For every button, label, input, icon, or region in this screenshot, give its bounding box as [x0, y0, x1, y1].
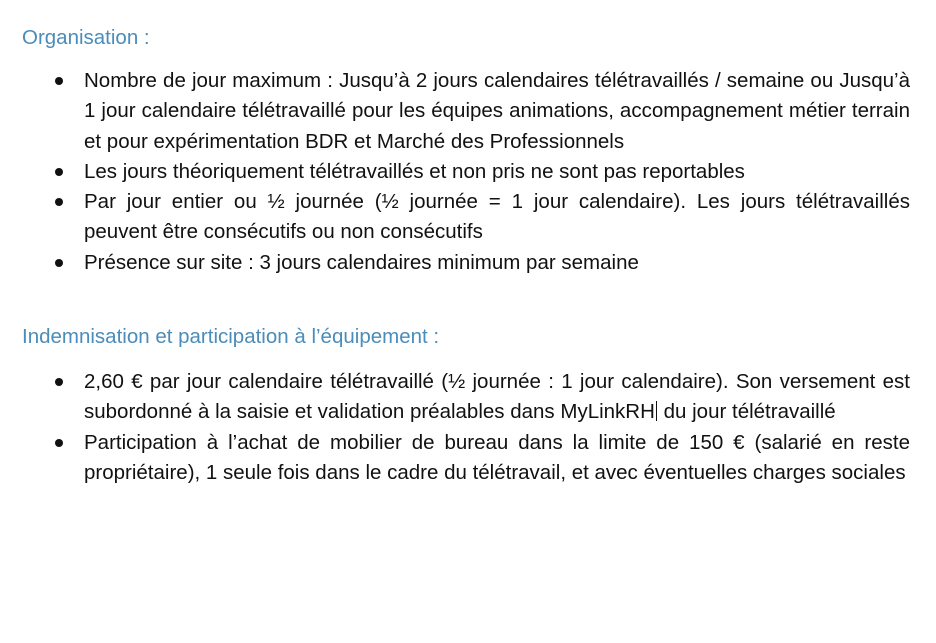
list-item-text: Nombre de jour maximum : Jusqu’à 2 jours calendaires télétravaillés / semaine ou Jusqu’à 1 jour calendaire télétravaillé pour les équipes animations, accompagnement métier terrain et pour expérimentation BDR et Marché des Professionnels	[84, 69, 910, 153]
list-item	[0, 66, 910, 157]
list-item-text-part: 2,60 € par jour calendaire télétravaillé (½ journée : 1 jour calendaire). Son versement est subordonné à la saisie et validation préalables dans MyLinkRH	[84, 370, 910, 424]
organisation-list	[0, 66, 936, 278]
list-item-text-part: du jour télétravaillé	[657, 400, 836, 424]
bullet-icon	[55, 439, 63, 447]
organisation-heading: Organisation :	[22, 26, 150, 49]
text-cursor	[656, 401, 657, 421]
bullet-icon	[55, 378, 63, 386]
bullet-icon	[55, 168, 63, 176]
bullet-icon	[55, 77, 63, 85]
indemnisation-list	[0, 367, 936, 488]
list-item	[0, 428, 910, 489]
bullet-icon	[55, 198, 63, 206]
list-item	[0, 248, 910, 278]
list-item-text: Participation à l’achat de mobilier de bureau dans la limite de 150 € (salarié en reste propriétaire), 1 seule fois dans le cadre du télétravail, et avec éventuelles charges sociales	[84, 430, 910, 484]
list-item	[0, 157, 910, 187]
list-item-text: Présence sur site : 3 jours calendaires minimum par semaine	[84, 250, 639, 274]
list-item	[0, 367, 910, 428]
list-item-text: Les jours théoriquement télétravaillés et non pris ne sont pas reportables	[84, 159, 745, 183]
list-item-text	[84, 367, 910, 428]
list-item-text: Par jour entier ou ½ journée (½ journée = 1 jour calendaire). Les jours télétravaillés peuvent être consécutifs ou non consécutifs	[84, 190, 910, 244]
indemnisation-heading: Indemnisation et participation à l’équipement :	[22, 325, 440, 348]
bullet-icon	[55, 259, 63, 267]
list-item	[0, 187, 910, 248]
